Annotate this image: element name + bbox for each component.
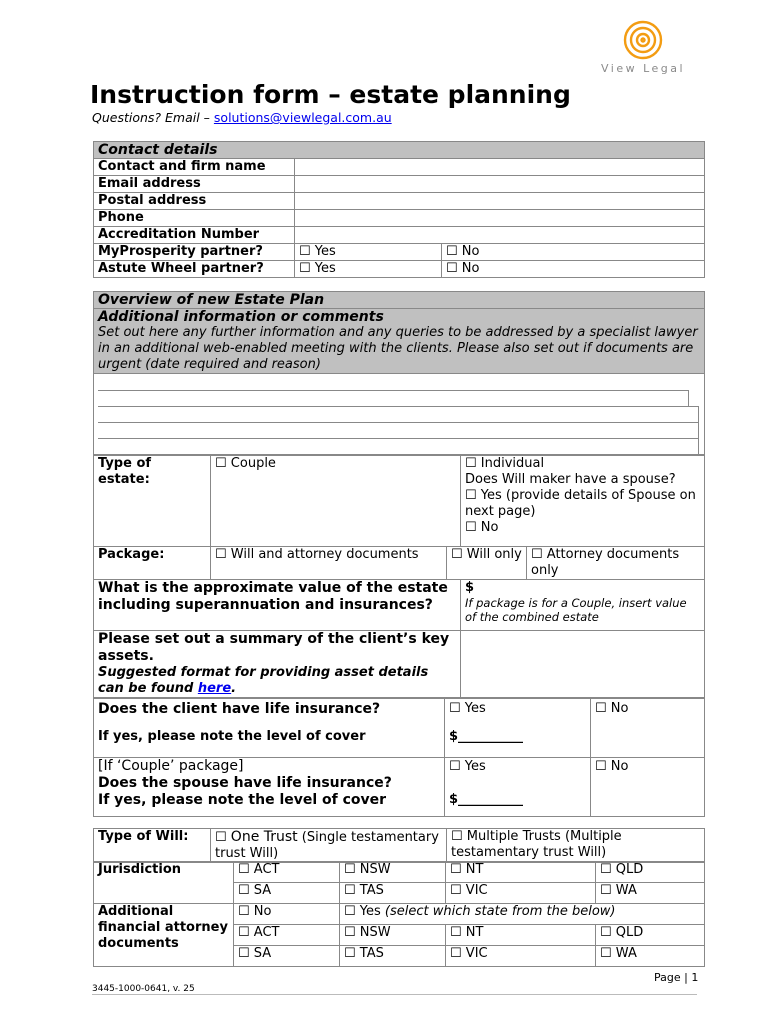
assets-summary-field[interactable] — [461, 631, 705, 698]
checkbox-icon[interactable]: ☐ — [449, 701, 461, 716]
myprosperity-yes-option[interactable] — [295, 244, 442, 261]
view-legal-logo-icon — [620, 18, 666, 62]
jurisdiction-tas-option[interactable] — [340, 883, 446, 904]
accreditation-number-field[interactable] — [295, 227, 705, 244]
life-insurance-yes-option[interactable] — [449, 699, 586, 719]
checkbox-icon[interactable]: ☐ — [299, 244, 311, 259]
contact-details-table — [93, 141, 705, 278]
option-label: ACT — [253, 862, 280, 877]
spouse-insurance-yes-option[interactable] — [449, 758, 586, 775]
multiple-trusts-option[interactable] — [447, 829, 705, 863]
assets-suggestion — [98, 665, 456, 697]
estate-value-note: If package is for a Couple, insert value of the combined estate — [465, 596, 687, 624]
checkbox-icon[interactable]: ☐ — [450, 946, 462, 961]
astute-yes-option[interactable] — [295, 261, 442, 278]
contact-row-label: Postal address — [94, 193, 295, 210]
option-label: QLD — [615, 925, 644, 940]
additional-info-instructions: Set out here any further information and any queries to be addressed by a specialist lawyer in an additional web-enabled meeting with the clients. Please also set out if documents are urgent (date required and reason) — [94, 325, 705, 374]
option-label: No — [461, 244, 480, 259]
phone-field[interactable] — [295, 210, 705, 227]
attorney-documents-label: Additional financial attorney documents — [94, 904, 234, 967]
life-insurance-question: Does the client have life insurance? — [98, 701, 381, 717]
option-label: Yes — [314, 261, 336, 276]
checkbox-icon[interactable]: ☐ — [465, 520, 477, 535]
attorney-nsw-option[interactable] — [340, 925, 446, 946]
option-label: SA — [253, 946, 272, 961]
overview-header: Overview of new Estate Plan — [94, 292, 705, 309]
life-insurance-no-option[interactable] — [591, 699, 705, 758]
option-label: No — [610, 701, 629, 716]
questions-prefix: Questions? Email – — [92, 110, 214, 125]
checkbox-icon[interactable]: ☐ — [531, 547, 543, 562]
insurance-table — [93, 698, 705, 817]
checkbox-icon[interactable]: ☐ — [446, 244, 458, 259]
option-label: TAS — [359, 946, 384, 961]
astute-wheel-label: Astute Wheel partner? — [94, 261, 295, 278]
myprosperity-label: MyProsperity partner? — [94, 244, 295, 261]
option-label: No — [480, 520, 499, 535]
checkbox-icon[interactable]: ☐ — [600, 946, 612, 961]
option-note: (select which state from the below) — [380, 904, 616, 919]
checkbox-icon[interactable]: ☐ — [238, 946, 250, 961]
questions-line — [92, 110, 392, 125]
checkbox-icon[interactable]: ☐ — [595, 759, 607, 774]
email-link[interactable]: solutions@viewlegal.com.au — [213, 110, 392, 125]
individual-option[interactable] — [465, 456, 700, 472]
checkbox-icon[interactable]: ☐ — [450, 925, 462, 940]
contact-firm-name-field[interactable] — [295, 159, 705, 176]
checkbox-icon[interactable]: ☐ — [451, 829, 463, 844]
attorney-wa-option[interactable] — [596, 946, 705, 967]
option-label: Attorney documents only — [531, 547, 680, 578]
option-label: Yes (provide details of Spouse on next page) — [465, 488, 696, 519]
additional-info-header: Additional information or comments — [94, 309, 705, 326]
option-sublabel: (Single testamentary trust Will) — [215, 830, 439, 861]
jurisdiction-sa-option[interactable] — [234, 883, 340, 904]
option-label: WA — [615, 883, 637, 898]
jurisdiction-qld-option[interactable] — [596, 862, 705, 883]
checkbox-icon[interactable]: ☐ — [595, 701, 607, 716]
email-field[interactable] — [295, 176, 705, 193]
jurisdiction-nt-option[interactable] — [446, 862, 596, 883]
spouse-insurance-yes-cell — [445, 758, 591, 817]
option-label: Will and attorney documents — [230, 547, 419, 562]
assets-format-link[interactable]: here — [197, 681, 232, 696]
estate-value-dollar: $ — [465, 580, 475, 595]
comment-line-edge — [698, 406, 699, 454]
life-insurance-cover-label: If yes, please note the level of cover — [98, 729, 366, 744]
footer-divider — [92, 994, 697, 995]
assets-question: Please set out a summary of the client’s key assets. — [98, 631, 450, 664]
contact-details-header: Contact details — [94, 142, 705, 159]
checkbox-icon[interactable]: ☐ — [465, 488, 477, 503]
option-label: WA — [615, 946, 637, 961]
checkbox-icon[interactable]: ☐ — [446, 261, 458, 276]
comment-line — [98, 390, 688, 391]
option-label: NSW — [359, 925, 391, 940]
option-label: TAS — [359, 883, 384, 898]
assets-suggestion-text: Suggested format for providing asset details can be found — [98, 665, 429, 696]
contact-row-label: Contact and firm name — [94, 159, 295, 176]
checkbox-icon[interactable]: ☐ — [600, 883, 612, 898]
checkbox-icon[interactable]: ☐ — [344, 883, 356, 898]
checkbox-icon[interactable]: ☐ — [344, 862, 356, 877]
option-label: Yes — [464, 701, 486, 716]
checkbox-icon[interactable]: ☐ — [449, 759, 461, 774]
checkbox-icon[interactable]: ☐ — [238, 862, 250, 877]
comment-line — [98, 422, 698, 423]
checkbox-icon[interactable]: ☐ — [600, 925, 612, 940]
jurisdiction-label: Jurisdiction — [94, 862, 234, 904]
page-title: Instruction form – estate planning — [90, 80, 571, 109]
option-label: Couple — [230, 456, 276, 471]
spouse-yes-option[interactable] — [465, 488, 700, 520]
life-insurance-question-cell — [94, 699, 445, 758]
type-of-will-table — [93, 828, 705, 863]
checkbox-icon[interactable]: ☐ — [215, 456, 227, 471]
jurisdiction-nsw-option[interactable] — [340, 862, 446, 883]
option-label: NT — [465, 925, 484, 940]
type-of-estate-label: Type of estate: — [94, 456, 211, 547]
checkbox-icon[interactable]: ☐ — [344, 946, 356, 961]
option-label: NT — [465, 862, 484, 877]
option-label: Individual — [480, 456, 545, 471]
astute-no-option[interactable] — [442, 261, 705, 278]
life-insurance-yes-cell — [445, 699, 591, 758]
comments-area[interactable] — [94, 374, 705, 455]
checkbox-icon[interactable]: ☐ — [600, 862, 612, 877]
jurisdiction-table — [93, 861, 705, 967]
comment-line — [98, 438, 698, 439]
attorney-vic-option[interactable] — [446, 946, 596, 967]
attorney-act-option[interactable] — [234, 925, 340, 946]
option-label: Yes — [464, 759, 486, 774]
jurisdiction-wa-option[interactable] — [596, 883, 705, 904]
option-label: SA — [253, 883, 272, 898]
option-label: Will only — [466, 547, 522, 562]
attorney-tas-option[interactable] — [340, 946, 446, 967]
checkbox-icon[interactable]: ☐ — [215, 830, 227, 845]
option-label: Yes — [314, 244, 336, 259]
attorney-qld-option[interactable] — [596, 925, 705, 946]
checkbox-icon[interactable]: ☐ — [215, 547, 227, 562]
option-label: No — [253, 904, 272, 919]
option-label: NSW — [359, 862, 391, 877]
assets-period: . — [231, 681, 237, 696]
life-insurance-amount-field[interactable]: $__________ — [449, 729, 524, 744]
contact-row-label: Accreditation Number — [94, 227, 295, 244]
option-label: VIC — [465, 946, 488, 961]
type-of-will-label: Type of Will: — [94, 829, 211, 863]
estate-value-question: What is the approximate value of the estate including superannuation and insurances? — [94, 580, 461, 631]
checkbox-icon[interactable]: ☐ — [451, 547, 463, 562]
comment-line — [98, 406, 698, 407]
option-label: Multiple Trusts (Multiple testamentary trust Will) — [451, 829, 622, 860]
option-label: No — [610, 759, 629, 774]
checkbox-icon[interactable]: ☐ — [344, 904, 356, 919]
jurisdiction-vic-option[interactable] — [446, 883, 596, 904]
overview-table — [93, 291, 705, 455]
attorney-no-option[interactable] — [234, 904, 340, 925]
will-and-attorney-option[interactable] — [211, 547, 447, 580]
spouse-question: Does Will maker have a spouse? — [465, 472, 676, 487]
package-label: Package: — [94, 547, 211, 580]
checkbox-icon[interactable]: ☐ — [238, 925, 250, 940]
jurisdiction-act-option[interactable] — [234, 862, 340, 883]
assets-question-cell — [94, 631, 461, 698]
option-label: Yes — [359, 904, 381, 919]
option-label: VIC — [465, 883, 488, 898]
page-number: Page | 1 — [654, 971, 699, 984]
checkbox-icon[interactable]: ☐ — [450, 883, 462, 898]
spouse-insurance-prefix: [If ‘Couple’ package] — [98, 758, 244, 774]
contact-row-label: Phone — [94, 210, 295, 227]
checkbox-icon[interactable]: ☐ — [238, 883, 250, 898]
one-trust-option[interactable] — [211, 829, 447, 863]
attorney-sa-option[interactable] — [234, 946, 340, 967]
attorney-only-option[interactable] — [527, 547, 705, 580]
will-only-option[interactable] — [447, 547, 527, 580]
attorney-yes-option[interactable] — [340, 904, 705, 925]
checkbox-icon[interactable]: ☐ — [238, 904, 250, 919]
contact-row-label: Email address — [94, 176, 295, 193]
checkbox-icon[interactable]: ☐ — [344, 925, 356, 940]
postal-address-field[interactable] — [295, 193, 705, 210]
myprosperity-no-option[interactable] — [442, 244, 705, 261]
comment-line-edge — [688, 390, 689, 406]
estate-details-table — [93, 455, 705, 698]
option-label: ACT — [253, 925, 280, 940]
estate-value-field[interactable] — [461, 580, 705, 631]
checkbox-icon[interactable]: ☐ — [465, 456, 477, 471]
document-reference: 3445-1000-0641, v. 25 — [92, 984, 195, 994]
option-label: One Trust — [230, 829, 298, 845]
spouse-no-option[interactable] — [465, 520, 700, 536]
checkbox-icon[interactable]: ☐ — [450, 862, 462, 877]
checkbox-icon[interactable]: ☐ — [299, 261, 311, 276]
spouse-insurance-amount-field[interactable]: $__________ — [449, 792, 524, 807]
spouse-insurance-cover-label: If yes, please note the level of cover — [98, 792, 387, 808]
option-label: QLD — [615, 862, 644, 877]
couple-option[interactable] — [211, 456, 461, 547]
option-label: No — [461, 261, 480, 276]
spouse-insurance-no-option[interactable] — [591, 758, 705, 817]
individual-option-cell — [461, 456, 705, 547]
spouse-insurance-question-cell — [94, 758, 445, 817]
spouse-insurance-question: Does the spouse have life insurance? — [98, 775, 392, 791]
attorney-nt-option[interactable] — [446, 925, 596, 946]
logo-text: View Legal — [601, 62, 686, 75]
